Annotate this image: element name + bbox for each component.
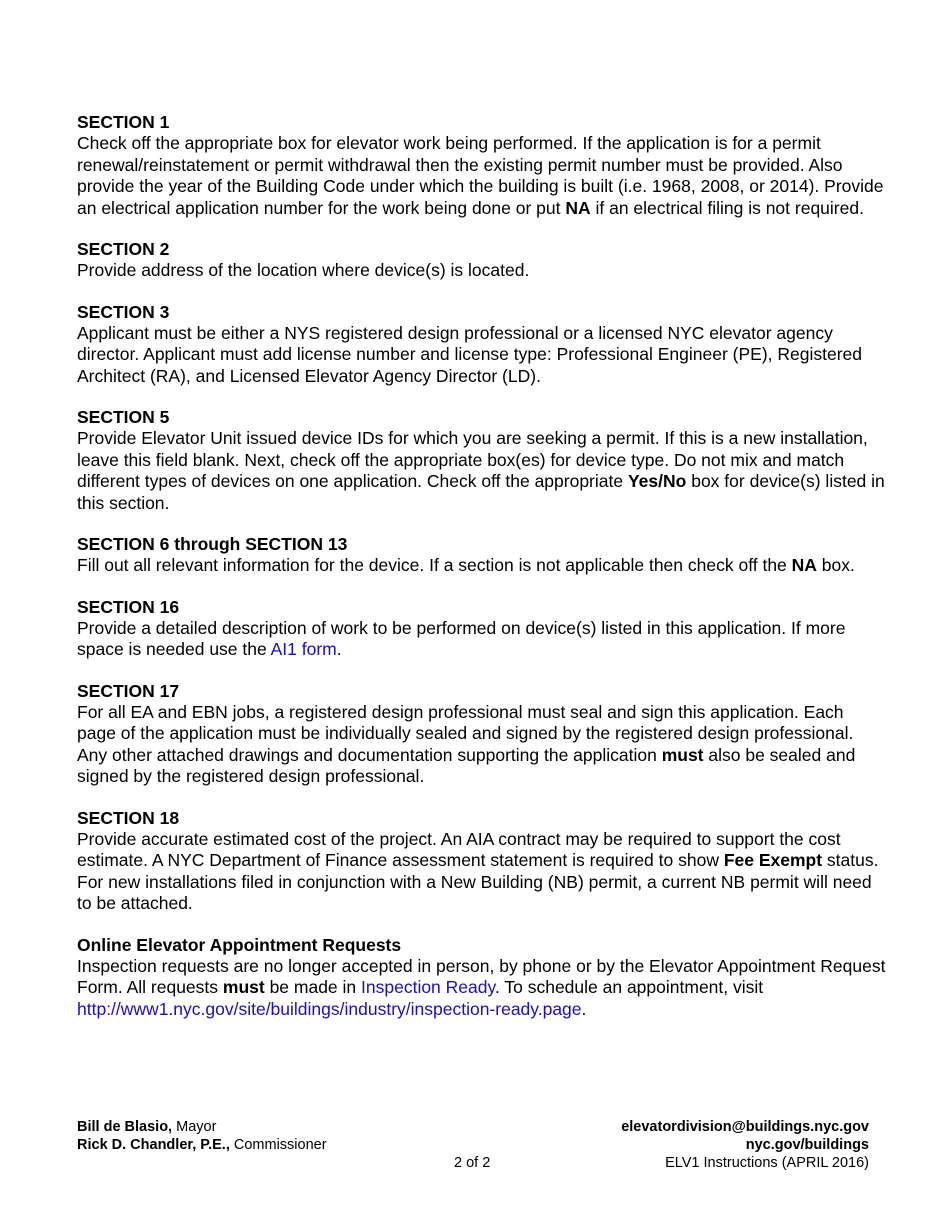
body-text: Provide accurate estimated cost of the project. An AIA contract may be required to support the cost estimate. A NYC Department of Finance assessment statement is required to show	[77, 828, 841, 870]
body-text: Inspection requests are no longer accepted in person, by phone or by the Elevator Appointment Request Form. All requests	[77, 955, 886, 997]
emphasis-text: NA	[565, 197, 591, 218]
contact-website[interactable]: nyc.gov/buildings	[745, 1137, 869, 1153]
commissioner-title: Commissioner	[229, 1137, 327, 1153]
body-text: Fill out all relevant information for the device. If a section is not applicable then check off the	[77, 555, 792, 575]
section-block	[77, 238, 887, 282]
document-body	[77, 111, 887, 1039]
body-text: .	[336, 639, 342, 659]
section-block	[77, 807, 887, 915]
body-text: if an electrical filing is not required.	[590, 197, 864, 218]
hyperlink[interactable]: Inspection Ready	[361, 977, 495, 997]
body-text: also be sealed and signed by the registered design professional.	[77, 744, 856, 786]
section-heading: SECTION 16	[77, 596, 180, 617]
section-heading: SECTION 3	[77, 301, 170, 322]
section-body	[77, 260, 887, 282]
hyperlink[interactable]: http://www1.nyc.gov/site/buildings/industry/inspection-ready.page	[77, 998, 582, 1019]
section-block	[77, 301, 887, 388]
section-block	[77, 680, 887, 788]
section-block	[77, 406, 887, 514]
section-body	[77, 829, 887, 915]
section-body	[77, 618, 887, 661]
commissioner-name: Rick D. Chandler, P.E.,	[77, 1137, 230, 1153]
section-block	[77, 934, 887, 1021]
hyperlink[interactable]: AI1 form	[270, 639, 337, 659]
emphasis-text: must	[222, 977, 265, 997]
body-text: For all EA and EBN jobs, a registered design professional must seal and sign this application. Each page of the application must be individually sealed and signed by the registered design professional. Any other attached drawings and documentation supporting the application	[77, 701, 854, 765]
form-identifier: ELV1 Instructions (APRIL 2016)	[665, 1155, 869, 1171]
emphasis-text: NA	[791, 555, 817, 575]
footer-mayor	[77, 1118, 327, 1136]
body-text: .	[581, 998, 587, 1019]
emphasis-text: No	[663, 471, 687, 491]
section-heading: Online Elevator Appointment Requests	[77, 934, 402, 955]
footer-contact	[621, 1118, 869, 1172]
section-body	[77, 133, 887, 219]
body-text: Provide Elevator Unit issued device IDs for which you are seeking a permit. If this is a new installation, leave this field blank. Next, check off the appropriate box(es) for device type. Do not mix and match different types of devices on one application. Check off the appropriate	[77, 428, 868, 491]
body-text: Provide address of the location where device(s) is located.	[77, 260, 530, 280]
emphasis-text: must	[661, 744, 704, 765]
section-heading: SECTION 2	[77, 239, 170, 259]
section-body	[77, 956, 887, 1021]
section-heading: SECTION 17	[77, 680, 180, 701]
section-body	[77, 323, 887, 388]
body-text: Provide a detailed description of work to be performed on device(s) listed in this application. If more space is needed use the	[77, 617, 846, 659]
section-body	[77, 555, 887, 577]
body-text: status. For new installations filed in conjunction with a New Building (NB) permit, a current NB permit will need to be attached.	[77, 850, 879, 913]
page-number: 2 of 2	[454, 1155, 491, 1171]
footer-officials	[77, 1118, 327, 1154]
body-text: box.	[816, 555, 855, 575]
emphasis-text: /	[658, 471, 664, 491]
section-heading: SECTION 6 through SECTION 13	[77, 534, 348, 554]
body-text: . To schedule an appointment, visit	[494, 977, 764, 997]
body-text: be made in	[264, 977, 362, 997]
section-block	[77, 533, 887, 577]
emphasis-text: Yes	[627, 471, 659, 491]
section-body	[77, 702, 887, 788]
page-footer	[77, 1118, 869, 1178]
footer-commissioner	[77, 1136, 327, 1154]
section-block	[77, 111, 887, 219]
section-heading: SECTION 1	[77, 112, 170, 132]
body-text: Applicant must be either a NYS registered design professional or a licensed NYC elevator agency director. Applicant must add license number and license type: Professional Engineer (PE), Registered Architect (RA), and Licensed Elevator Agency Director (LD).	[77, 322, 863, 386]
section-block	[77, 596, 887, 661]
section-heading: SECTION 18	[77, 807, 180, 828]
section-body	[77, 428, 887, 514]
body-text: box for device(s) listed in this section.	[77, 471, 885, 513]
mayor-name: Bill de Blasio,	[77, 1119, 173, 1135]
emphasis-text: Fee Exempt	[723, 850, 823, 870]
section-heading: SECTION 5	[77, 407, 170, 427]
contact-email[interactable]: elevatordivision@buildings.nyc.gov	[621, 1119, 869, 1135]
body-text: Check off the appropriate box for elevator work being performed. If the application is for a permit renewal/reinstatement or permit withdrawal then the existing permit number must be provided. Also provide the year of the Building Code under which the building is built (i.e. 1968, 2008, or 2014). Provide an electrical application number for the work being done or put	[77, 133, 884, 218]
mayor-title: Mayor	[172, 1119, 217, 1135]
